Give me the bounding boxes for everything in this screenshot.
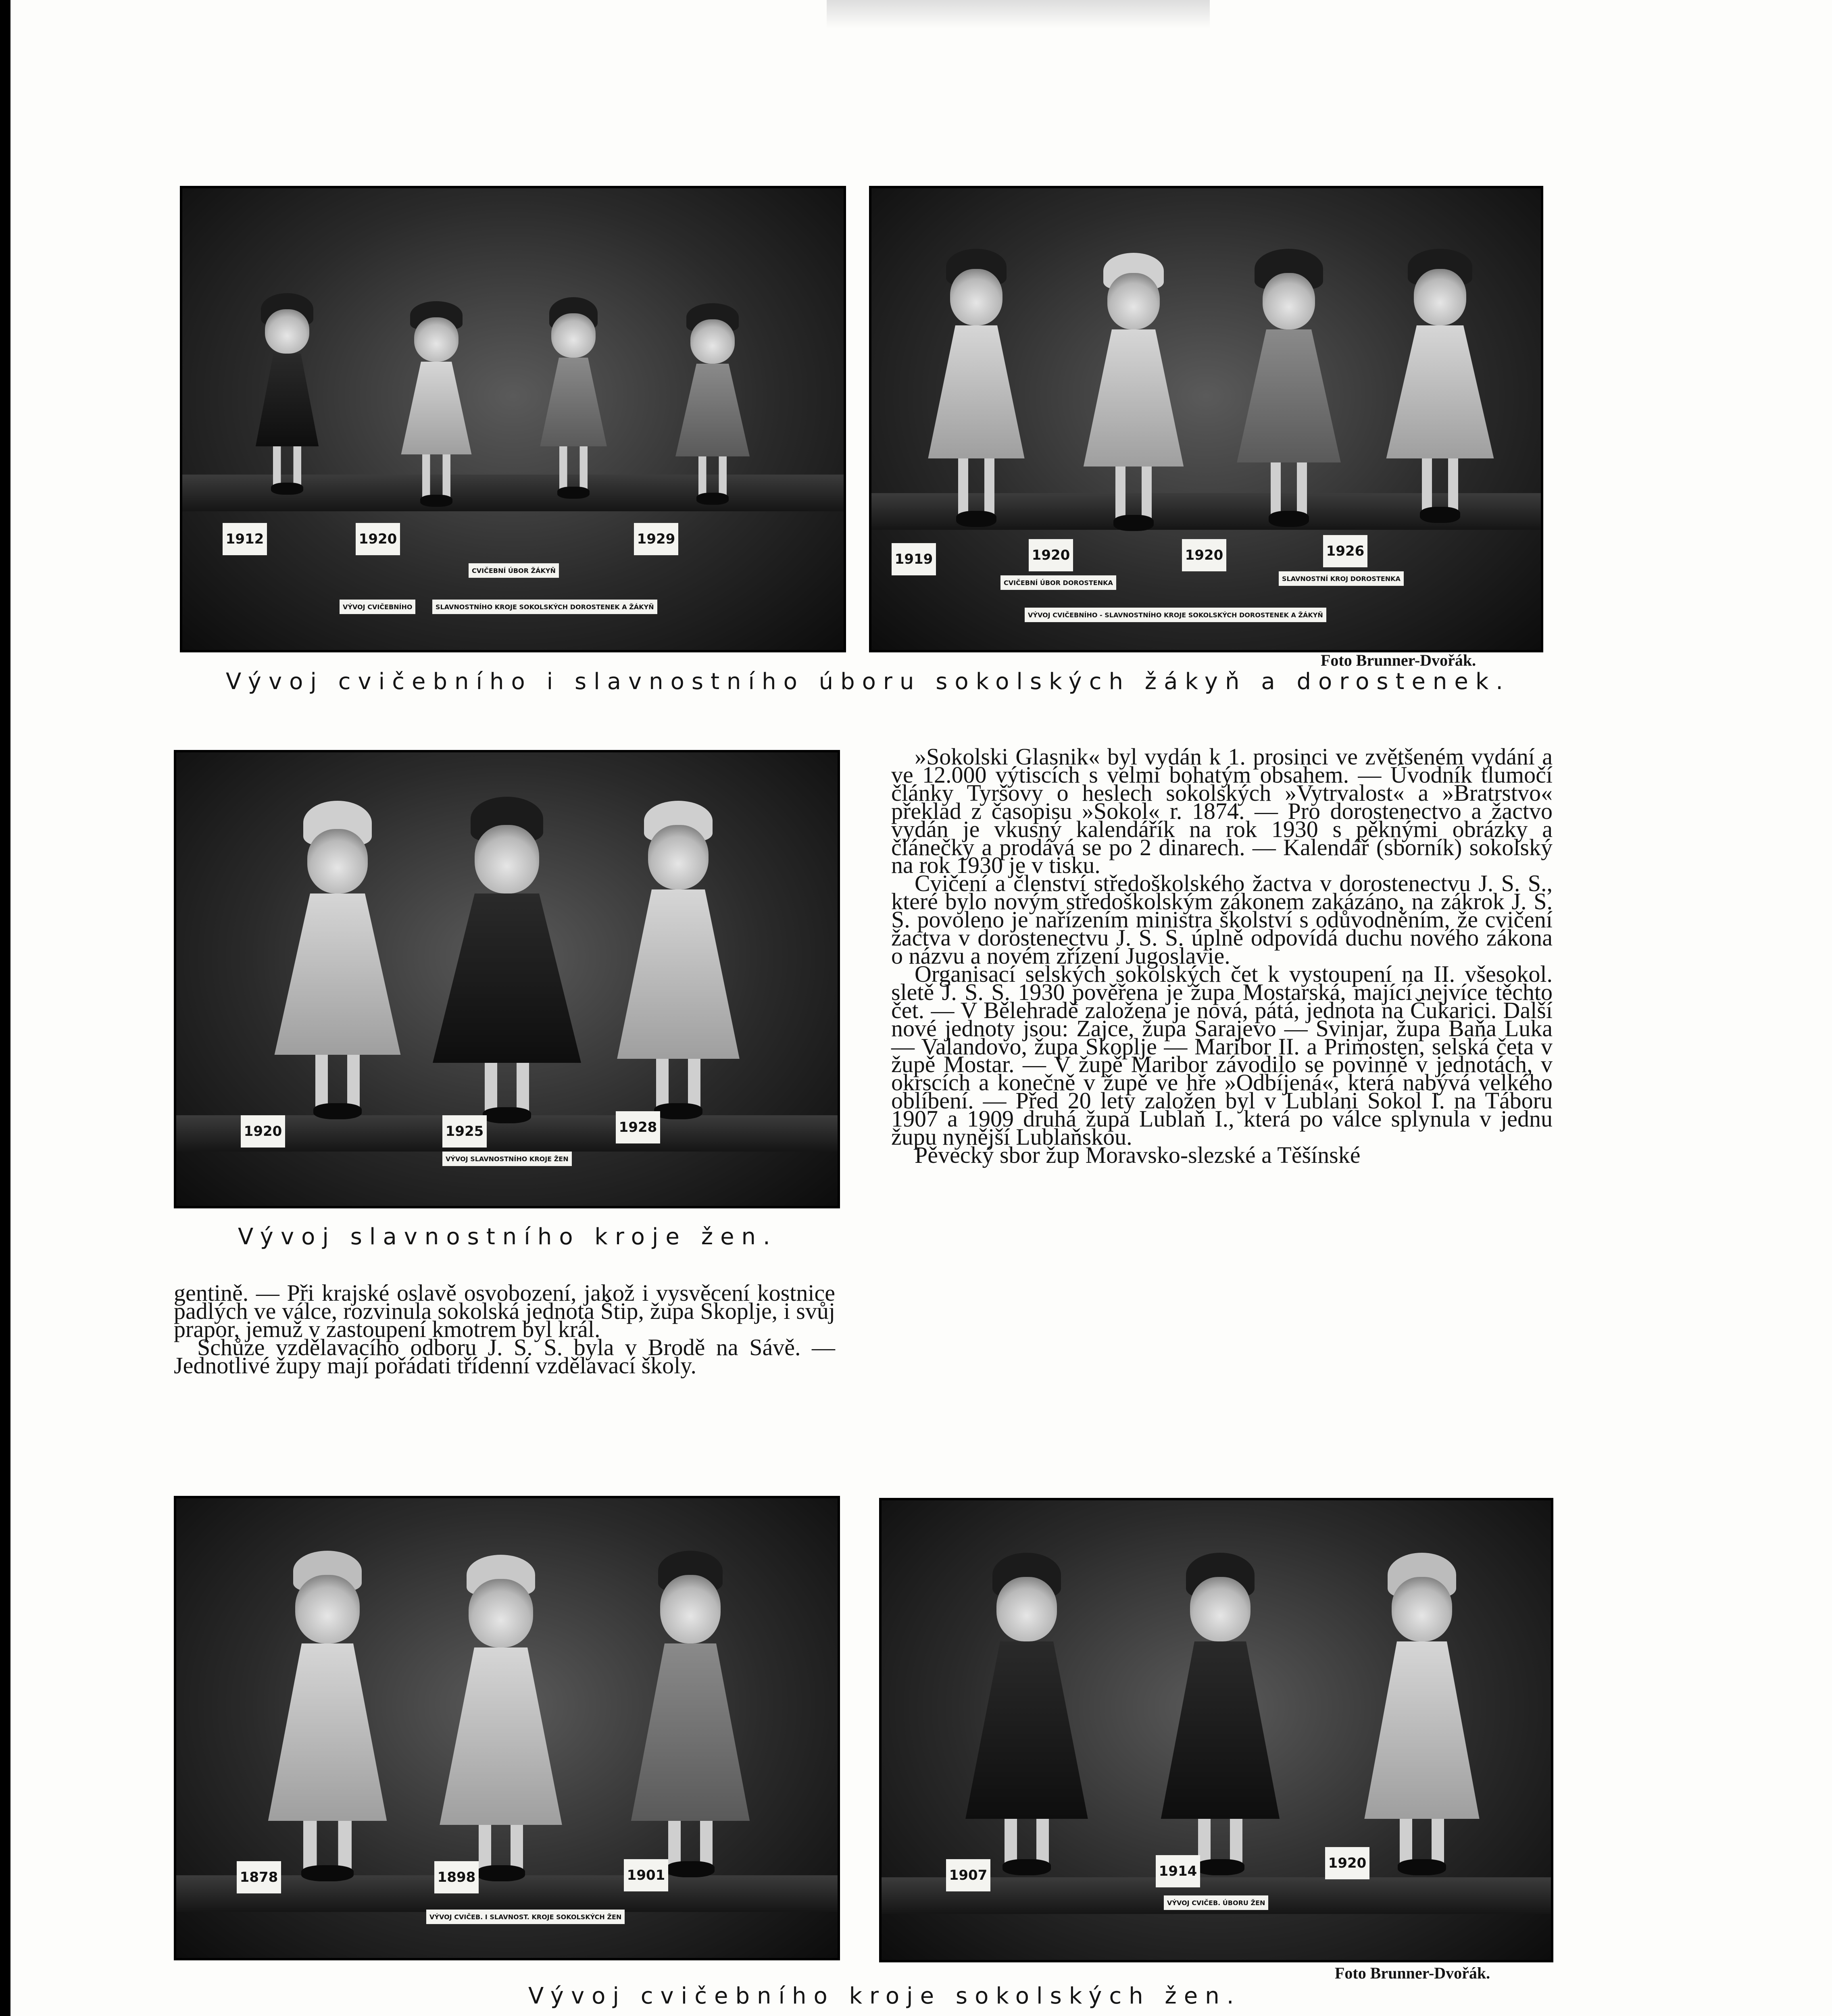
paragraph: gentině. — Při krajské oslavě osvobození, jakož i vysvěcení kostnice padlých ve válce, rozvinula sokolská jednota Štip, župa Skoplje, i svůj prapor, jemuž v zastoupení kmotrem byl král.	[174, 1280, 835, 1342]
year-label: 1907	[946, 1859, 990, 1891]
doll-figure	[1357, 1553, 1486, 1875]
doll-figure	[251, 293, 323, 503]
year-label: 1920	[1325, 1847, 1369, 1879]
caption-label: VÝVOJ CVIČEB. ÚBORU ŽEN	[1164, 1895, 1268, 1910]
figure-caption: Vývoj slavnostního kroje žen.	[238, 1224, 777, 1250]
doll-figure	[1384, 249, 1496, 539]
caption-label: SLAVNOSTNÍHO KROJE SOKOLSKÝCH DOROSTENEK A ŽÁKYŇ	[432, 600, 657, 614]
doll-figure	[624, 1551, 757, 1885]
paragraph: Schůze vzdělavacího odboru J. S. S. byla v Brodě na Sávě. — Jednotlivé župy mají pořádati třídenní vzdělavací školy.	[174, 1334, 835, 1379]
photo-bottom-left	[174, 1496, 840, 1960]
doll-figure	[1234, 249, 1343, 539]
year-label: 1928	[616, 1111, 660, 1143]
photo-credit: Foto Brunner-Dvořák.	[1321, 651, 1476, 669]
year-label: 1925	[442, 1115, 487, 1148]
doll-figure	[430, 797, 584, 1127]
figure-caption: Vývoj cvičebního kroje sokolských žen.	[528, 1983, 1241, 2009]
doll-figure	[400, 301, 473, 511]
caption-label: VÝVOJ CVIČEBNÍHO	[340, 600, 415, 614]
doll-figure	[612, 801, 745, 1123]
year-label: 1920	[1182, 539, 1226, 571]
photo-middle-left	[174, 750, 840, 1208]
paragraph: Pěvecký sbor žup Moravsko-slezské a Těšínské	[915, 1141, 1361, 1168]
caption-label: CVIČEBNÍ ÚBOR DOROSTENKA	[1000, 575, 1116, 590]
doll-figure	[674, 303, 751, 513]
photo-top-right	[869, 186, 1543, 652]
year-label: 1920	[1029, 539, 1073, 571]
body-text-right	[891, 744, 1553, 1168]
paragraph: Cvičení a členství středoškolského žactva v dorostenectvu J. S. S., které bylo novým středoškolským zákonem zakázáno, na zákrok J. S. S. povoleno je nařízením ministra školství s odůvodněním, že cvičení žactva v dorostenectvu J. S. S. úplně odpovídá duchu nového zákona o názvu a novém zřízení Jugoslavie.	[891, 870, 1553, 969]
caption-label: CVIČEBNÍ ÚBOR ŽÁKYŇ	[469, 563, 559, 578]
figure-caption: Vývoj cvičebního i slavnostního úboru sokolských žákyň a dorostenek.	[226, 669, 1511, 695]
year-label: 1920	[356, 523, 400, 555]
doll-figure	[269, 801, 406, 1123]
paragraph: Organisací selských sokolských čet k vystoupení na II. všesokol. sletě J. S. S. 1930 pověřena je župa Mostarská, mající nejvíce těchto čet. — V Bělehradě založena je nová, pátá, jednota na Čukarici. Další nové jednoty jsou: Zajce, župa Sarajevo — Svinjar, župa Baňa Luka — Valandovo, župa Skoplje — Maribor II. a Primosten, selská četa v župě Mostar. — V župě Maribor závodilo se povinně v jednotách, v okrscích a konečně v župě ve hře »Odbíjená«, která nabývá velkého oblíbení. — Před 20 lety založen byl v Lublani Sokol I. na Táboru 1907 a 1909 druhá župa Lublaň I., která po válce splynula v jednu župu nynější Lublaňskou.	[891, 960, 1553, 1150]
year-label: 1878	[237, 1861, 281, 1893]
scan-border-left	[0, 0, 10, 2016]
caption-label: VÝVOJ CVIČEBNÍHO - SLAVNOSTNÍHO KROJE SOKOLSKÝCH DOROSTENEK A ŽÁKYŇ	[1025, 608, 1326, 622]
photo-credit: Foto Brunner-Dvořák.	[1335, 1964, 1490, 1982]
year-label: 1898	[434, 1861, 479, 1893]
doll-figure	[1156, 1553, 1285, 1875]
body-text-left	[174, 1280, 835, 1379]
paragraph: »Sokolski Glasnik« byl vydán k 1. prosinci ve zvětšeném vydání a ve 12.000 výtiscích s velmi bohatým obsahem. — Úvodník tlumočí články Tyršovy o heslech sokolských »Vytrvalost« a »Bratrstvo« překlad z časopisu »Sokol« r. 1874. — Pro dorostenectvo a žactvo vydán je vkusný kalendářík na rok 1930 s pěknými obrázky a článečky a prodává se po 2 dinarech. — Kalendář (sborník) sokolský na rok 1930 je v tisku.	[891, 744, 1553, 879]
caption-label: SLAVNOSTNÍ KROJ DOROSTENKA	[1279, 571, 1404, 586]
doll-figure	[434, 1555, 567, 1885]
photo-bottom-right	[879, 1498, 1553, 1962]
doll-figure	[962, 1553, 1091, 1875]
caption-label: VÝVOJ SLAVNOSTNÍHO KROJE ŽEN	[442, 1152, 572, 1166]
photo-top-left	[180, 186, 846, 652]
year-label: 1926	[1323, 535, 1367, 567]
year-label: 1914	[1156, 1855, 1200, 1887]
doll-figure	[1081, 253, 1186, 543]
caption-label: VÝVOJ CVIČEB. I SLAVNOST. KROJE SOKOLSKÝCH ŽEN	[426, 1910, 625, 1924]
year-label: 1920	[241, 1115, 285, 1148]
year-label: 1919	[892, 543, 936, 575]
year-label: 1912	[223, 523, 267, 555]
doll-figure	[537, 297, 610, 507]
doll-figure	[924, 249, 1029, 539]
doll-figure	[261, 1551, 394, 1889]
year-label: 1929	[634, 523, 678, 555]
scan-smudge	[827, 0, 1210, 28]
year-label: 1901	[624, 1859, 668, 1891]
